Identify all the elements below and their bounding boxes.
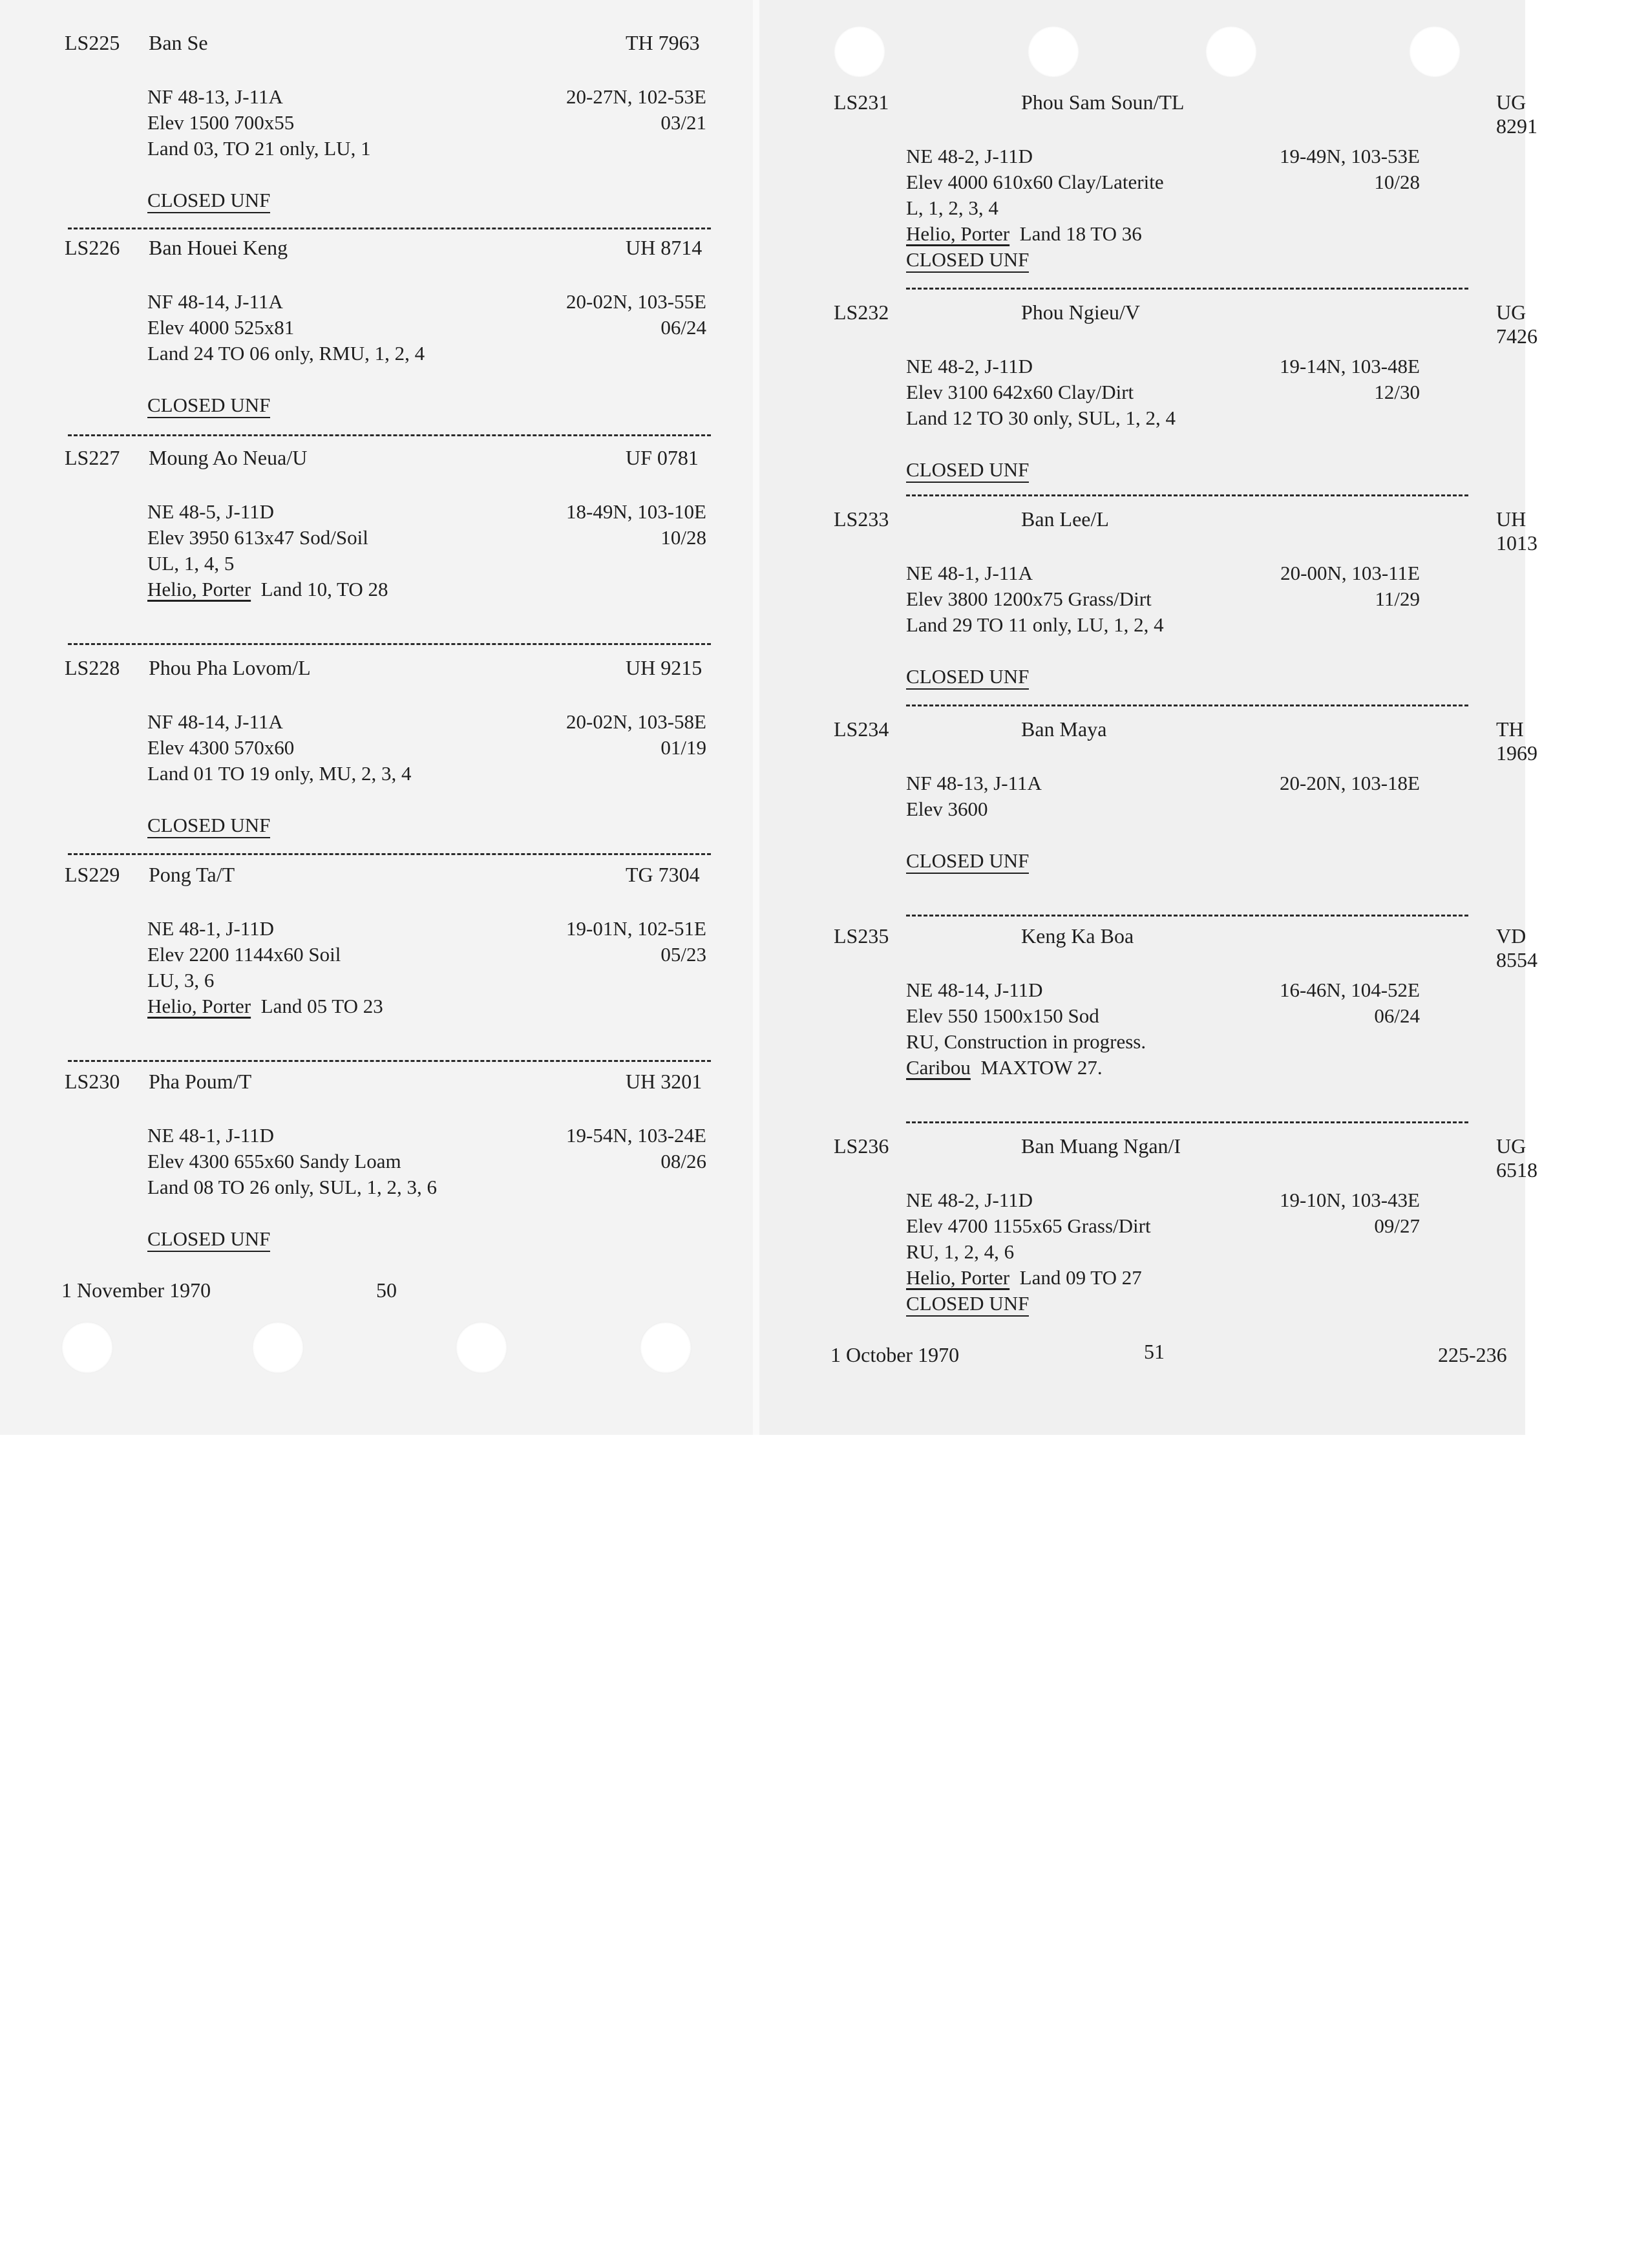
- entry-line: [147, 499, 706, 525]
- aircraft-line: [147, 577, 706, 602]
- line-left: Land 01 TO 19 only, MU, 2, 3, 4: [147, 762, 412, 785]
- entry-header: [759, 924, 1537, 971]
- entry-line: [906, 977, 1420, 1003]
- entry-line: [906, 770, 1420, 796]
- line-right: 20-20N, 103-18E: [1280, 772, 1420, 794]
- entry-header: [759, 90, 1537, 138]
- line-left: NE 48-1, J-11D: [147, 917, 275, 940]
- entry-body: [147, 289, 706, 418]
- line-left: NE 48-1, J-11D: [147, 1124, 275, 1147]
- closed-line: [906, 848, 1420, 874]
- line-left: NE 48-1, J-11A: [906, 562, 1033, 584]
- line-left: Elev 4000 525x81: [147, 316, 295, 339]
- entry-body: [906, 977, 1420, 1081]
- site-id: LS234: [834, 717, 889, 741]
- closed-status: CLOSED UNF: [906, 849, 1029, 874]
- line-right: 19-10N, 103-43E: [1280, 1189, 1420, 1211]
- aircraft-type: Helio, Porter: [147, 995, 251, 1017]
- line-left: RU, Construction in progress.: [906, 1030, 1146, 1053]
- entry-line: [147, 136, 706, 162]
- grid-reference: TG 7304: [626, 863, 700, 886]
- line-left: NF 48-13, J-11A: [147, 85, 283, 108]
- line-left: NE 48-2, J-11D: [906, 1189, 1033, 1211]
- line-right: 08/26: [660, 1150, 706, 1172]
- line-left: Elev 4000 610x60 Clay/Laterite: [906, 171, 1164, 193]
- binder-hole: [1409, 26, 1461, 78]
- line-left: Elev 3100 642x60 Clay/Dirt: [906, 381, 1134, 403]
- grid-reference: UG 6518: [1496, 1134, 1537, 1182]
- entry-line: [906, 354, 1420, 379]
- line-right: 05/23: [660, 943, 706, 966]
- line-left: UL, 1, 4, 5: [147, 552, 235, 575]
- line-left: Elev 3800 1200x75 Grass/Dirt: [906, 588, 1152, 610]
- closed-line: [906, 247, 1420, 273]
- entry-body: [147, 709, 706, 838]
- closed-line: [906, 457, 1420, 483]
- footer-date: 1 November 1970: [61, 1278, 211, 1302]
- page-number: 51: [1144, 1340, 1165, 1363]
- line-right: 19-14N, 103-48E: [1280, 355, 1420, 377]
- grid-reference: VD 8554: [1496, 924, 1537, 971]
- closed-status: CLOSED UNF: [906, 248, 1029, 273]
- entry-line: [147, 735, 706, 761]
- entry-line: [147, 551, 706, 577]
- closed-status: CLOSED UNF: [147, 189, 270, 213]
- binder-hole: [834, 26, 885, 78]
- page-gutter: [753, 0, 759, 1435]
- closed-status: CLOSED UNF: [906, 458, 1029, 483]
- line-right: 11/29: [1375, 588, 1420, 610]
- entry-line: [147, 525, 706, 551]
- entry-line: [147, 341, 706, 366]
- line-left: Elev 2200 1144x60 Soil: [147, 943, 341, 966]
- closed-line: [906, 1291, 1420, 1317]
- line-left: NE 48-14, J-11D: [906, 979, 1043, 1001]
- grid-reference: UH 9215: [626, 656, 703, 679]
- entry-body: [906, 143, 1420, 273]
- aircraft-type: Caribou: [906, 1056, 971, 1079]
- entry-line: [906, 1029, 1420, 1055]
- line-right: 20-02N, 103-58E: [566, 710, 706, 733]
- site-id: LS226: [65, 236, 120, 259]
- entry-line: [906, 1187, 1420, 1213]
- line-right: 19-01N, 102-51E: [566, 917, 706, 940]
- entry-line: [147, 1174, 706, 1200]
- site-id: LS225: [65, 31, 120, 54]
- entry-line: [906, 1239, 1420, 1265]
- aircraft-note: MAXTOW 27.: [970, 1056, 1103, 1079]
- line-left: Land 03, TO 21 only, LU, 1: [147, 137, 371, 160]
- separator-line: [906, 288, 1468, 290]
- binder-hole: [640, 1322, 692, 1373]
- site-name: Pha Poum/T: [149, 1070, 252, 1093]
- site-name: Keng Ka Boa: [1021, 924, 1134, 948]
- site-id: LS233: [834, 507, 889, 531]
- entry-header: [0, 863, 753, 895]
- line-left: Elev 4300 570x60: [147, 736, 295, 759]
- entry-line: [906, 1003, 1420, 1029]
- page-number: 50: [376, 1278, 397, 1302]
- entry-line: [906, 612, 1420, 638]
- entry-header: [0, 446, 753, 478]
- entry-body: [147, 1123, 706, 1252]
- separator-line: [68, 1060, 711, 1062]
- entry-line: [906, 195, 1420, 221]
- right-page: [759, 0, 1537, 1435]
- line-right: 06/24: [660, 316, 706, 339]
- aircraft-note: Land 18 TO 36: [1009, 222, 1142, 245]
- line-left: Elev 1500 700x55: [147, 111, 295, 134]
- site-name: Ban Se: [149, 31, 208, 54]
- line-left: NE 48-5, J-11D: [147, 500, 275, 523]
- entry-line: [147, 110, 706, 136]
- line-left: NF 48-13, J-11A: [906, 772, 1042, 794]
- closed-line: [147, 392, 706, 418]
- entry-header: [0, 236, 753, 268]
- site-name: Moung Ao Neua/U: [149, 446, 308, 469]
- site-name: Phou Sam Soun/TL: [1021, 90, 1185, 114]
- aircraft-note: Land 10, TO 28: [251, 578, 388, 600]
- site-id: LS229: [65, 863, 120, 886]
- binder-hole: [456, 1322, 507, 1373]
- grid-reference: UH 1013: [1496, 507, 1537, 555]
- entry-line: [147, 1123, 706, 1149]
- site-id: LS231: [834, 90, 889, 114]
- entry-line: [147, 916, 706, 942]
- site-id: LS230: [65, 1070, 120, 1093]
- line-left: NE 48-2, J-11D: [906, 145, 1033, 167]
- entry-line: [906, 379, 1420, 405]
- line-right: 19-54N, 103-24E: [566, 1124, 706, 1147]
- line-right: 12/30: [1374, 381, 1420, 403]
- entry-body: [906, 354, 1420, 483]
- line-left: Land 08 TO 26 only, SUL, 1, 2, 3, 6: [147, 1176, 438, 1198]
- entry-line: [147, 315, 706, 341]
- aircraft-type: Helio, Porter: [906, 1266, 1010, 1289]
- line-left: Elev 4700 1155x65 Grass/Dirt: [906, 1214, 1151, 1237]
- aircraft-note: Land 05 TO 23: [251, 995, 383, 1017]
- aircraft-type: Helio, Porter: [906, 222, 1010, 245]
- separator-line: [68, 434, 711, 436]
- line-right: 20-02N, 103-55E: [566, 290, 706, 313]
- site-id: LS228: [65, 656, 120, 679]
- site-id: LS232: [834, 301, 889, 324]
- aircraft-line: [906, 1265, 1420, 1291]
- entry-range: 225-236: [1438, 1343, 1507, 1366]
- separator-line: [68, 853, 711, 855]
- line-right: 16-46N, 104-52E: [1280, 979, 1420, 1001]
- entry-header: [0, 656, 753, 688]
- line-right: 03/21: [660, 111, 706, 134]
- separator-line: [906, 1121, 1468, 1123]
- line-right: 18-49N, 103-10E: [566, 500, 706, 523]
- site-name: Phou Ngieu/V: [1021, 301, 1140, 324]
- line-left: NF 48-14, J-11A: [147, 290, 283, 313]
- line-left: Elev 3600: [906, 798, 988, 820]
- grid-reference: UG 8291: [1496, 90, 1537, 138]
- entry-line: [906, 560, 1420, 586]
- line-left: Elev 550 1500x150 Sod: [906, 1004, 1099, 1027]
- entry-line: [147, 289, 706, 315]
- binder-hole: [1205, 26, 1257, 78]
- left-page: [0, 0, 753, 1435]
- separator-line: [68, 228, 711, 229]
- entry-line: [906, 169, 1420, 195]
- line-left: Land 12 TO 30 only, SUL, 1, 2, 4: [906, 407, 1176, 429]
- binder-hole: [252, 1322, 304, 1373]
- aircraft-line: [906, 1055, 1420, 1081]
- grid-reference: UG 7426: [1496, 301, 1537, 348]
- entry-header: [0, 1070, 753, 1102]
- line-right: 19-49N, 103-53E: [1280, 145, 1420, 167]
- entry-body: [147, 84, 706, 213]
- entry-line: [147, 1149, 706, 1174]
- line-right: 20-27N, 102-53E: [566, 85, 706, 108]
- aircraft-line: [147, 993, 706, 1019]
- closed-line: [147, 812, 706, 838]
- grid-reference: TH 7963: [626, 31, 700, 54]
- site-name: Phou Pha Lovom/L: [149, 656, 311, 679]
- site-id: LS236: [834, 1134, 889, 1158]
- entry-header: [759, 507, 1537, 555]
- entry-body: [906, 770, 1420, 874]
- line-right: 01/19: [660, 736, 706, 759]
- closed-status: CLOSED UNF: [147, 814, 270, 838]
- entry-line: [147, 84, 706, 110]
- entry-body: [147, 499, 706, 602]
- entry-line: [906, 143, 1420, 169]
- closed-status: CLOSED UNF: [906, 1292, 1029, 1317]
- site-id: LS227: [65, 446, 120, 469]
- entry-body: [906, 560, 1420, 690]
- grid-reference: UH 3201: [626, 1070, 703, 1093]
- entry-line: [906, 1213, 1420, 1239]
- line-left: Land 24 TO 06 only, RMU, 1, 2, 4: [147, 342, 425, 365]
- binder-hole: [61, 1322, 113, 1373]
- closed-line: [147, 1226, 706, 1252]
- line-right: 20-00N, 103-11E: [1280, 562, 1420, 584]
- site-name: Pong Ta/T: [149, 863, 235, 886]
- aircraft-note: Land 09 TO 27: [1009, 1266, 1142, 1289]
- line-right: 09/27: [1374, 1214, 1420, 1237]
- entry-line: [906, 796, 1420, 822]
- site-name: Ban Lee/L: [1021, 507, 1109, 531]
- grid-reference: UH 8714: [626, 236, 703, 259]
- aircraft-line: [906, 221, 1420, 247]
- separator-line: [68, 643, 711, 645]
- line-left: Elev 4300 655x60 Sandy Loam: [147, 1150, 401, 1172]
- line-left: NE 48-2, J-11D: [906, 355, 1033, 377]
- separator-line: [906, 915, 1468, 917]
- line-left: LU, 3, 6: [147, 969, 215, 991]
- site-name: Ban Houei Keng: [149, 236, 288, 259]
- line-left: Elev 3950 613x47 Sod/Soil: [147, 526, 368, 549]
- aircraft-type: Helio, Porter: [147, 578, 251, 600]
- site-id: LS235: [834, 924, 889, 948]
- entry-header: [759, 717, 1537, 765]
- entry-line: [147, 709, 706, 735]
- separator-line: [906, 494, 1468, 496]
- entry-line: [147, 968, 706, 993]
- entry-line: [147, 761, 706, 787]
- entry-header: [759, 1134, 1537, 1182]
- line-left: RU, 1, 2, 4, 6: [906, 1240, 1015, 1263]
- site-name: Ban Maya: [1021, 717, 1107, 741]
- entry-header: [0, 31, 753, 63]
- line-right: 10/28: [660, 526, 706, 549]
- closed-status: CLOSED UNF: [906, 665, 1029, 690]
- line-right: 10/28: [1374, 171, 1420, 193]
- site-name: Ban Muang Ngan/I: [1021, 1134, 1181, 1158]
- entry-body: [906, 1187, 1420, 1317]
- grid-reference: UF 0781: [626, 446, 699, 469]
- closed-status: CLOSED UNF: [147, 394, 270, 418]
- closed-line: [147, 187, 706, 213]
- line-left: NF 48-14, J-11A: [147, 710, 283, 733]
- separator-line: [906, 705, 1468, 706]
- entry-line: [147, 942, 706, 968]
- closed-line: [906, 664, 1420, 690]
- footer-date: 1 October 1970: [830, 1343, 960, 1366]
- entry-body: [147, 916, 706, 1019]
- binder-hole: [1028, 26, 1079, 78]
- entry-header: [759, 301, 1537, 348]
- entry-line: [906, 586, 1420, 612]
- line-left: Land 29 TO 11 only, LU, 1, 2, 4: [906, 613, 1164, 636]
- closed-status: CLOSED UNF: [147, 1227, 270, 1252]
- grid-reference: TH 1969: [1496, 717, 1537, 765]
- line-right: 06/24: [1374, 1004, 1420, 1027]
- line-left: L, 1, 2, 3, 4: [906, 196, 998, 219]
- entry-line: [906, 405, 1420, 431]
